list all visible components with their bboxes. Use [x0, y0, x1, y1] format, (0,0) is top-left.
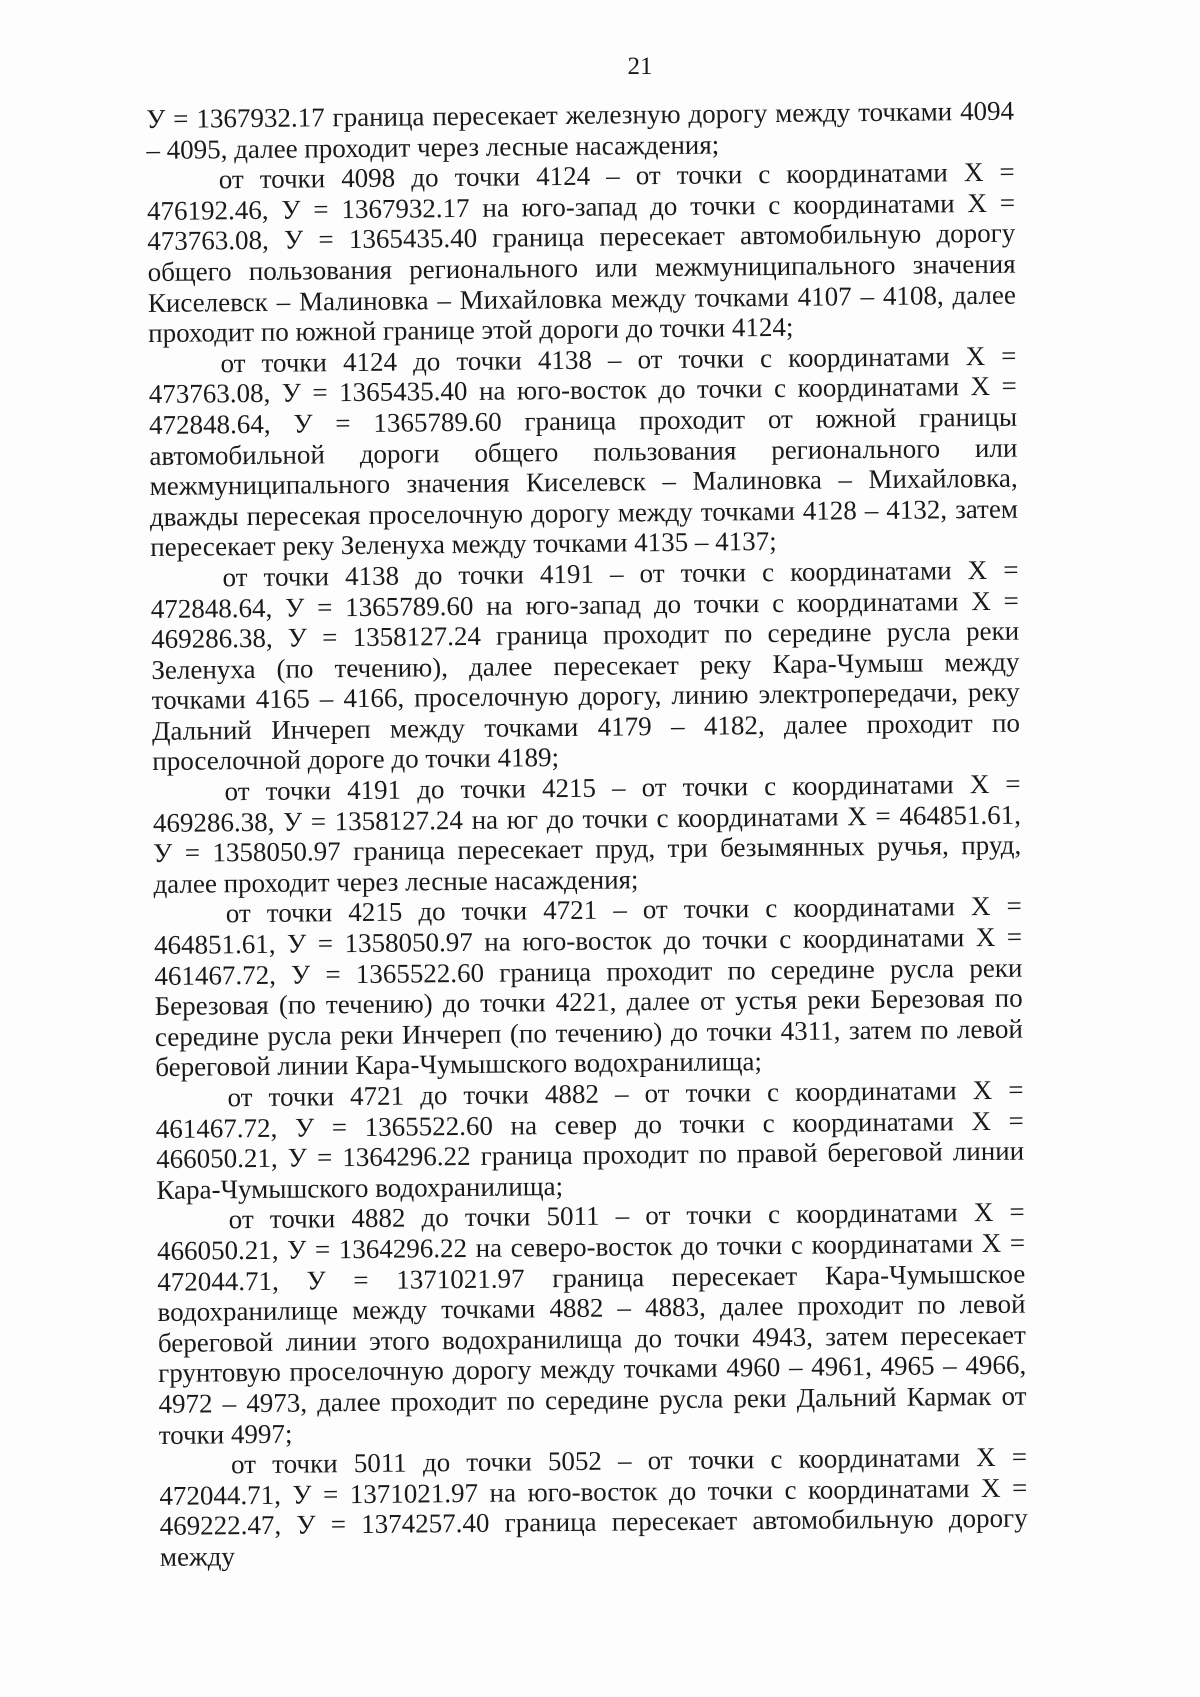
paragraph: от точки 4721 до точки 4882 – от точки с координатами Х = 461467.72, У = 1365522.60 на север до точки с координатами Х = 466050.21, У = 1364296.22 граница проходит по правой береговой линии Кара-Чумышского водохранилища;	[155, 1074, 1025, 1205]
paragraph: от точки 4882 до точки 5011 – от точки с координатами Х = 466050.21, У = 1364296.22 на северо-восток до точки с координатами Х = 472044.71, У = 1371021.97 граница пересекает Кара-Чумышское водохранилище между точками 4882 – 4883, далее проходит по левой береговой линии этого водохранилища до точки 4943, затем пересекает грунтовую проселочную дорогу между точками 4960 – 4961, 4965 – 4966, 4972 – 4973, далее проходит по середине русла реки Дальний Кармак от точки 4997;	[156, 1196, 1027, 1450]
paragraph: У = 1367932.17 граница пересекает железную дорогу между точками 4094 – 4095, далее проходит через лесные насаждения;	[146, 95, 1015, 165]
paragraph: от точки 4098 до точки 4124 – от точки с координатами Х = 476192.46, У = 1367932.17 на юго-запад до точки с координатами Х = 473763.08, У = 1365435.40 граница пересекает автомобильную дорогу общего пользования регионального или межмуниципального значения Киселевск – Малиновка – Михайловка между точками 4107 – 4108, далее проходит по южной границе этой дороги до точки 4124;	[146, 156, 1017, 349]
page-number: 21	[627, 53, 653, 80]
paragraph: от точки 4138 до точки 4191 – от точки с координатами Х = 472848.64, У = 1365789.60 на юго-запад до точки с координатами Х = 469286.38, У = 1358127.24 граница проходит по середине русла реки Зеленуха (по течению), далее пересекает реку Кара-Чумыш между точками 4165 – 4166, проселочную дорогу, линию электропередачи, реку Дальний Инчереп между точками 4179 – 4182, далее проходит по проселочной дороге до точки 4189;	[150, 554, 1021, 777]
paragraph: от точки 4191 до точки 4215 – от точки с координатами Х = 469286.38, У = 1358127.24 на юг до точки с координатами Х = 464851.61, У = 1358050.97 граница пересекает пруд, три безымянных ручья, пруд, далее проходит через лесные насаждения;	[152, 768, 1022, 899]
paragraph: от точки 4124 до точки 4138 – от точки с координатами Х = 473763.08, У = 1365435.40 на юго-восток до точки с координатами Х = 472848.64, У = 1365789.60 граница проходит от южной границы автомобильной дороги общего пользования регионального или межмуниципального значения Киселевск – Малиновка – Михайловка, дважды пересекая проселочную дорогу между точками 4128 – 4132, затем пересекает реку Зеленуха между точками 4135 – 4137;	[148, 340, 1019, 563]
paragraph: от точки 5011 до точки 5052 – от точки с координатами Х = 472044.71, У = 1371021.97 на юго-восток до точки с координатами Х = 469222.47, У = 1374257.40 граница пересекает автомобильную дорогу между	[159, 1441, 1028, 1572]
document-body	[146, 96, 1028, 1573]
paragraph: от точки 4215 до точки 4721 – от точки с координатами Х = 464851.61, У = 1358050.97 на юго-восток до точки с координатами Х = 461467.72, У = 1365522.60 граница проходит по середине русла реки Березовая (по течению) до точки 4221, далее от устья реки Березовая по середине русла реки Инчереп (по течению) до точки 4311, затем по левой береговой линии Кара-Чумышского водохранилища;	[153, 891, 1024, 1083]
